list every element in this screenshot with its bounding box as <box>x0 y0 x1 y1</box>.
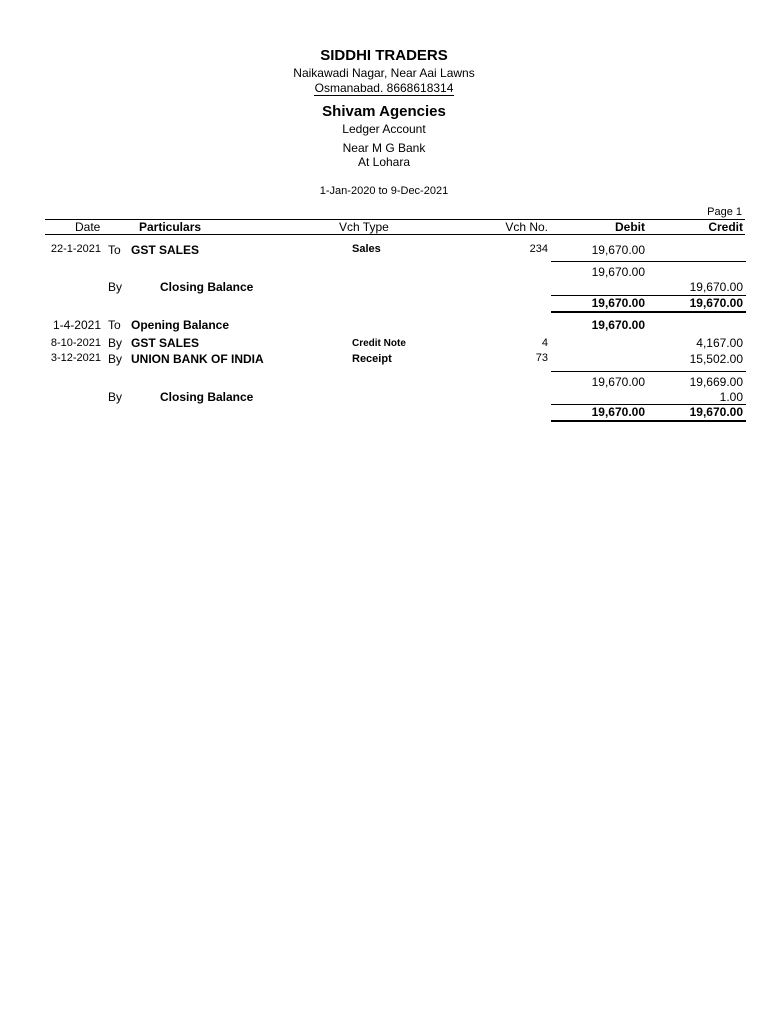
subtotal-debit: 19,670.00 <box>591 375 645 389</box>
entry-particulars: GST SALES <box>131 336 200 350</box>
report-period: 1-Jan-2020 to 9-Dec-2021 <box>319 185 449 197</box>
opening-direction: To <box>108 318 121 332</box>
entry-date: 3-12-2021 <box>50 352 101 364</box>
subtotal-rule <box>551 371 746 372</box>
col-particulars-header: Particulars <box>139 220 202 234</box>
account-name: Shivam Agencies <box>322 103 446 120</box>
col-vch-type-header: Vch Type <box>339 220 389 234</box>
total-credit: 19,670.00 <box>689 405 743 419</box>
entry-vch-type: Sales <box>352 243 381 255</box>
col-date-header: Date <box>75 220 101 234</box>
entry-direction: By <box>108 336 123 350</box>
subtotal-credit: 19,669.00 <box>689 375 743 389</box>
account-address-line1: Near M G Bank <box>342 141 426 155</box>
company-address-line2 <box>0 81 768 95</box>
page-label: Page 1 <box>707 206 742 218</box>
company-address-line2-text: Osmanabad. 8668618314 <box>314 81 454 95</box>
account-type: Ledger Account <box>342 122 426 136</box>
closing-direction: By <box>108 280 123 294</box>
col-credit-header: Credit <box>708 220 743 234</box>
closing-balance-label: Closing Balance <box>160 280 254 294</box>
header-bottom-rule <box>45 234 745 235</box>
entry-direction: To <box>108 243 121 257</box>
opening-balance-label: Opening Balance <box>131 318 230 332</box>
total-debit: 19,670.00 <box>591 296 645 310</box>
total-bottom-rule <box>551 420 746 422</box>
entry-vch-type: Receipt <box>352 353 392 365</box>
total-bottom-rule <box>551 311 746 313</box>
account-address-line2: At Lohara <box>357 155 411 169</box>
closing-credit: 1.00 <box>719 390 743 404</box>
entry-particulars: GST SALES <box>131 243 200 257</box>
entry-vch-no: 234 <box>529 243 548 255</box>
opening-date: 1-4-2021 <box>52 318 101 332</box>
entry-vch-type: Credit Note <box>352 338 406 349</box>
subtotal-rule <box>551 261 746 262</box>
col-vch-no-header: Vch No. <box>505 220 548 234</box>
subtotal-debit: 19,670.00 <box>591 265 645 279</box>
total-credit: 19,670.00 <box>689 296 743 310</box>
entry-debit: 19,670.00 <box>591 243 645 257</box>
entry-credit: 15,502.00 <box>689 352 743 366</box>
total-debit: 19,670.00 <box>591 405 645 419</box>
opening-debit: 19,670.00 <box>591 318 645 332</box>
company-name: SIDDHI TRADERS <box>320 47 448 64</box>
entry-date: 8-10-2021 <box>50 337 101 349</box>
col-debit-header: Debit <box>615 220 645 234</box>
closing-balance-label: Closing Balance <box>160 390 254 404</box>
entry-particulars: UNION BANK OF INDIA <box>131 352 264 366</box>
company-address-line1: Naikawadi Nagar, Near Aai Lawns <box>293 66 475 80</box>
entry-vch-no: 4 <box>541 337 548 349</box>
entry-direction: By <box>108 352 123 366</box>
entry-date: 22-1-2021 <box>50 243 101 255</box>
entry-vch-no: 73 <box>535 352 548 364</box>
entry-credit: 4,167.00 <box>696 336 743 350</box>
closing-direction: By <box>108 390 123 404</box>
closing-credit: 19,670.00 <box>689 280 743 294</box>
